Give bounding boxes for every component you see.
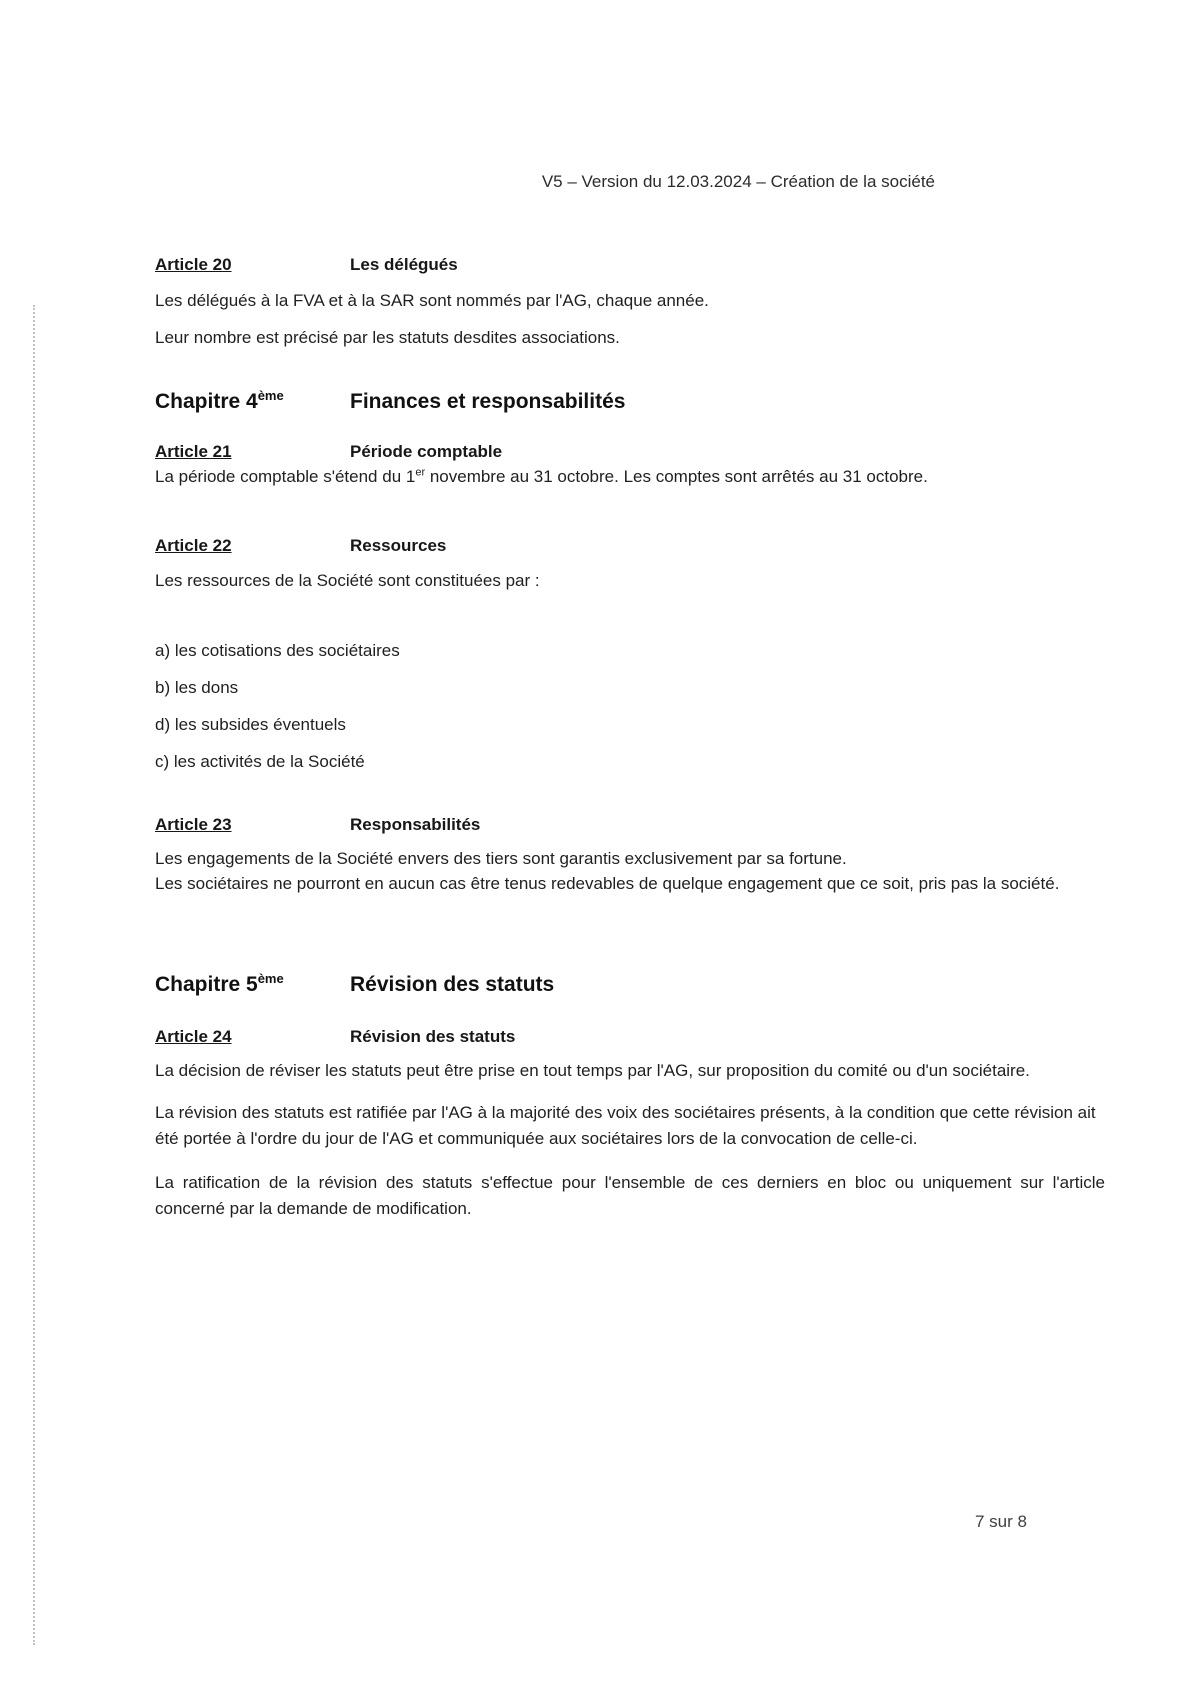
resource-list-item-b: b) les dons — [155, 678, 239, 697]
article-23-label: Article 23 — [155, 815, 232, 834]
page-number: 7 sur 8 — [975, 1512, 1027, 1531]
resource-list-item-a: a) les cotisations des sociétaires — [155, 641, 400, 660]
article-21-title: Période comptable — [350, 442, 503, 461]
article-24-paragraph-3: La ratification de la révision des statuts s'effectue pour l'ensemble de ces derniers en bloc ou uniquement sur l'article concerné par la demande de modification. — [155, 1173, 1105, 1218]
article-20-title: Les délégués — [350, 255, 458, 274]
article-21-label: Article 21 — [155, 442, 232, 461]
article-23-title: Responsabilités — [350, 815, 481, 834]
article-24-label: Article 24 — [155, 1027, 232, 1046]
article-20-heading — [155, 255, 458, 275]
article-20-paragraph-1: Les délégués à la FVA et à la SAR sont nommés par l'AG, chaque année. — [155, 291, 709, 310]
resource-list — [155, 638, 400, 786]
article-21-paragraph: La période comptable s'étend du 1er novembre au 31 octobre. Les comptes sont arrêtés au 31 octobre. — [155, 466, 928, 486]
article-21-heading — [155, 442, 502, 462]
chapter-5-title: Révision des statuts — [350, 973, 555, 996]
resource-list-item-c: c) les activités de la Société — [155, 752, 365, 771]
article-24-heading — [155, 1027, 515, 1047]
chapter-4-title: Finances et responsabilités — [350, 390, 626, 413]
chapter-4-label-superscript: ème — [257, 388, 284, 403]
article-24-paragraph-2: La révision des statuts est ratifiée par l'AG à la majorité des voix des sociétaires présents, à la condition que cette révision ait été portée à l'ordre du jour de l'AG et communiquée aux sociétaires lors de la convocation de celle-ci. — [155, 1103, 1096, 1148]
article-24-paragraph-1: La décision de réviser les statuts peut être prise en tout temps par l'AG, sur proposition du comité ou d'un sociétaire. — [155, 1061, 1030, 1080]
chapter-5-heading — [155, 973, 554, 997]
article-22-title: Ressources — [350, 536, 447, 555]
article-22-intro: Les ressources de la Société sont constituées par : — [155, 571, 540, 590]
resource-list-item-d: d) les subsides éventuels — [155, 715, 346, 734]
article-20-label: Article 20 — [155, 255, 232, 274]
chapter-4-label: Chapitre 4ème — [155, 388, 284, 413]
document-version-header: V5 – Version du 12.03.2024 – Création de la société — [541, 172, 935, 191]
article-22-heading — [155, 536, 446, 556]
article-20-paragraph-2: Leur nombre est précisé par les statuts desdites associations. — [155, 328, 620, 347]
ordinal-superscript: er — [415, 466, 426, 479]
article-23-paragraph-1: Les engagements de la Société envers des tiers sont garantis exclusivement par sa fortune. — [155, 849, 847, 868]
chapter-5-label-superscript: ème — [257, 971, 284, 986]
chapter-5-label: Chapitre 5ème — [155, 971, 284, 996]
article-23-heading — [155, 815, 480, 835]
article-24-title: Révision des statuts — [350, 1027, 516, 1046]
article-23-paragraph-2: Les sociétaires ne pourront en aucun cas être tenus redevables de quelque engagement que ce soit, pris pas la société. — [155, 874, 1060, 893]
article-22-label: Article 22 — [155, 536, 232, 555]
scan-edge-artifact — [33, 305, 35, 1645]
article-23-paragraphs — [155, 846, 1059, 896]
chapter-4-heading — [155, 390, 625, 414]
